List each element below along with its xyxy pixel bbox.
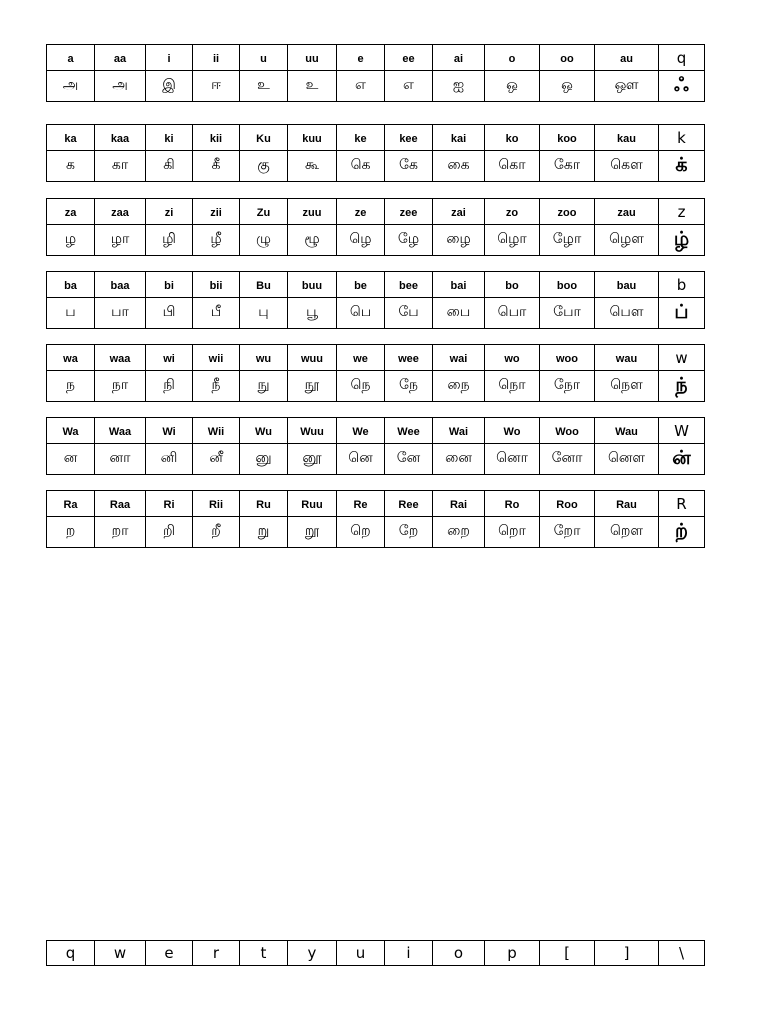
tamil-cell: கை <box>433 151 485 182</box>
tamil-cell: றீ <box>193 517 240 548</box>
tamil-cell: கெ <box>337 151 385 182</box>
key-letter-cell: q <box>659 45 705 71</box>
roman-cell: kai <box>433 125 485 151</box>
tamil-cell: னௌ <box>595 444 659 475</box>
tamil-cell: பொ <box>485 298 540 329</box>
roman-cell: wii <box>193 345 240 371</box>
tamil-cell: ழை <box>433 225 485 256</box>
roman-cell: Roo <box>540 491 595 517</box>
key-glyph-cell: ஃ <box>659 71 705 102</box>
tamil-cell: னீ <box>193 444 240 475</box>
tamil-row <box>47 151 705 182</box>
tamil-cell: கி <box>146 151 193 182</box>
roman-cell: a <box>47 45 95 71</box>
tamil-cell: ழா <box>95 225 146 256</box>
transliteration-table <box>46 490 705 548</box>
tamil-cell: அ <box>95 71 146 102</box>
tamil-cell: பே <box>385 298 433 329</box>
roman-cell: ki <box>146 125 193 151</box>
tamil-cell: னை <box>433 444 485 475</box>
tamil-cell: றூ <box>288 517 337 548</box>
tamil-row <box>47 444 705 475</box>
key-cell: p <box>485 941 540 966</box>
roman-cell: kii <box>193 125 240 151</box>
tamil-cell: உ <box>288 71 337 102</box>
tamil-cell: றெ <box>337 517 385 548</box>
tamil-cell: றௌ <box>595 517 659 548</box>
roman-cell: Ruu <box>288 491 337 517</box>
roman-cell: au <box>595 45 659 71</box>
tamil-cell: னா <box>95 444 146 475</box>
key-cell: [ <box>540 941 595 966</box>
tamil-row <box>47 371 705 402</box>
roman-cell: wi <box>146 345 193 371</box>
tamil-row <box>47 517 705 548</box>
tamil-cell: எ <box>337 71 385 102</box>
roman-cell: u <box>240 45 288 71</box>
roman-cell: uu <box>288 45 337 71</box>
tamil-cell: நே <box>385 371 433 402</box>
transliteration-table <box>46 417 705 475</box>
roman-cell: kuu <box>288 125 337 151</box>
roman-cell: Wa <box>47 418 95 444</box>
roman-cell: Wai <box>433 418 485 444</box>
tamil-cell: கொ <box>485 151 540 182</box>
tamil-cell: அ <box>47 71 95 102</box>
tamil-cell: ழே <box>385 225 433 256</box>
tamil-cell: னொ <box>485 444 540 475</box>
tamil-cell: றே <box>385 517 433 548</box>
tamil-cell: னே <box>385 444 433 475</box>
tamil-row <box>47 225 705 256</box>
tamil-cell: நா <box>95 371 146 402</box>
tamil-row <box>47 71 705 102</box>
roman-cell: bau <box>595 272 659 298</box>
tamil-cell: ஈ <box>193 71 240 102</box>
roman-cell: bo <box>485 272 540 298</box>
roman-row <box>47 272 705 298</box>
roman-cell: zuu <box>288 199 337 225</box>
tamil-cell: பெ <box>337 298 385 329</box>
key-letter-cell: W <box>659 418 705 444</box>
roman-cell: oo <box>540 45 595 71</box>
roman-cell: zau <box>595 199 659 225</box>
roman-cell: ze <box>337 199 385 225</box>
tamil-cell: நூ <box>288 371 337 402</box>
roman-row <box>47 345 705 371</box>
tamil-cell: ழீ <box>193 225 240 256</box>
roman-cell: wai <box>433 345 485 371</box>
transliteration-table <box>46 271 705 329</box>
key-glyph-cell: ற் <box>659 517 705 548</box>
roman-cell: zi <box>146 199 193 225</box>
roman-cell: Raa <box>95 491 146 517</box>
roman-cell: Ree <box>385 491 433 517</box>
roman-row <box>47 418 705 444</box>
roman-cell: Re <box>337 491 385 517</box>
roman-cell: ii <box>193 45 240 71</box>
key-letter-cell: b <box>659 272 705 298</box>
tamil-cell: கா <box>95 151 146 182</box>
roman-cell: wee <box>385 345 433 371</box>
keyboard-row-table <box>46 940 705 966</box>
key-cell: t <box>240 941 288 966</box>
tamil-cell: நி <box>146 371 193 402</box>
roman-cell: Zu <box>240 199 288 225</box>
tamil-cell: கே <box>385 151 433 182</box>
roman-row <box>47 491 705 517</box>
roman-cell: kee <box>385 125 433 151</box>
transliteration-table <box>46 198 705 256</box>
roman-row <box>47 125 705 151</box>
key-cell: w <box>95 941 146 966</box>
roman-cell: wuu <box>288 345 337 371</box>
roman-cell: bi <box>146 272 193 298</box>
roman-cell: zii <box>193 199 240 225</box>
tamil-cell: நை <box>433 371 485 402</box>
roman-cell: wau <box>595 345 659 371</box>
roman-cell: wo <box>485 345 540 371</box>
tamil-cell: னூ <box>288 444 337 475</box>
roman-cell: ba <box>47 272 95 298</box>
roman-cell: Rii <box>193 491 240 517</box>
tamil-cell: கூ <box>288 151 337 182</box>
roman-cell: Ru <box>240 491 288 517</box>
roman-cell: Wau <box>595 418 659 444</box>
tamil-cell: ழூ <box>288 225 337 256</box>
tamil-cell: ப <box>47 298 95 329</box>
tamil-cell: எ <box>385 71 433 102</box>
roman-cell: Ra <box>47 491 95 517</box>
key-cell: r <box>193 941 240 966</box>
tamil-cell: ன <box>47 444 95 475</box>
key-cell: u <box>337 941 385 966</box>
tamil-cell: று <box>240 517 288 548</box>
tamil-cell: இ <box>146 71 193 102</box>
transliteration-table <box>46 344 705 402</box>
roman-cell: Rai <box>433 491 485 517</box>
roman-cell: bee <box>385 272 433 298</box>
roman-cell: waa <box>95 345 146 371</box>
roman-cell: e <box>337 45 385 71</box>
roman-cell: buu <box>288 272 337 298</box>
key-cell: e <box>146 941 193 966</box>
tamil-cell: நோ <box>540 371 595 402</box>
key-letter-cell: z <box>659 199 705 225</box>
roman-cell: Bu <box>240 272 288 298</box>
tamil-cell: பௌ <box>595 298 659 329</box>
tamil-cell: ழி <box>146 225 193 256</box>
tamil-cell: ழெ <box>337 225 385 256</box>
roman-cell: Woo <box>540 418 595 444</box>
tamil-cell: கீ <box>193 151 240 182</box>
roman-cell: ai <box>433 45 485 71</box>
tamil-cell: ழு <box>240 225 288 256</box>
roman-cell: kau <box>595 125 659 151</box>
roman-cell: we <box>337 345 385 371</box>
tamil-cell: னு <box>240 444 288 475</box>
key-letter-cell: k <box>659 125 705 151</box>
key-letter-cell: R <box>659 491 705 517</box>
roman-cell: koo <box>540 125 595 151</box>
roman-cell: Waa <box>95 418 146 444</box>
roman-cell: wa <box>47 345 95 371</box>
tamil-cell: றொ <box>485 517 540 548</box>
tamil-cell: றா <box>95 517 146 548</box>
roman-cell: ke <box>337 125 385 151</box>
roman-cell: zoo <box>540 199 595 225</box>
roman-cell: Wi <box>146 418 193 444</box>
key-glyph-cell: க் <box>659 151 705 182</box>
key-cell: q <box>47 941 95 966</box>
key-cell: ] <box>595 941 659 966</box>
tamil-row <box>47 298 705 329</box>
roman-cell: be <box>337 272 385 298</box>
tamil-cell: போ <box>540 298 595 329</box>
roman-cell: Ro <box>485 491 540 517</box>
keyboard-row <box>47 941 705 966</box>
roman-cell: Wo <box>485 418 540 444</box>
tamil-cell: னி <box>146 444 193 475</box>
key-cell: \ <box>659 941 705 966</box>
roman-cell: Wii <box>193 418 240 444</box>
roman-cell: kaa <box>95 125 146 151</box>
roman-cell: i <box>146 45 193 71</box>
transliteration-table <box>46 44 705 102</box>
roman-cell: zo <box>485 199 540 225</box>
roman-cell: Ri <box>146 491 193 517</box>
tamil-cell: நு <box>240 371 288 402</box>
tamil-cell: க <box>47 151 95 182</box>
tamil-cell: பா <box>95 298 146 329</box>
roman-cell: ko <box>485 125 540 151</box>
key-glyph-cell: ப் <box>659 298 705 329</box>
roman-cell: baa <box>95 272 146 298</box>
key-glyph-cell: ன் <box>659 444 705 475</box>
tamil-cell: உ <box>240 71 288 102</box>
roman-cell: Rau <box>595 491 659 517</box>
roman-cell: zaa <box>95 199 146 225</box>
tamil-cell: ழௌ <box>595 225 659 256</box>
tamil-cell: பை <box>433 298 485 329</box>
key-cell: y <box>288 941 337 966</box>
transliteration-table <box>46 124 705 182</box>
roman-cell: ka <box>47 125 95 151</box>
tamil-cell: பி <box>146 298 193 329</box>
tamil-cell: ழொ <box>485 225 540 256</box>
tamil-cell: நெ <box>337 371 385 402</box>
key-cell: o <box>433 941 485 966</box>
tamil-cell: றோ <box>540 517 595 548</box>
roman-cell: wu <box>240 345 288 371</box>
roman-cell: woo <box>540 345 595 371</box>
tamil-cell: றி <box>146 517 193 548</box>
key-cell: i <box>385 941 433 966</box>
roman-cell: zai <box>433 199 485 225</box>
tamil-cell: றை <box>433 517 485 548</box>
roman-row <box>47 45 705 71</box>
roman-cell: ee <box>385 45 433 71</box>
tamil-cell: கு <box>240 151 288 182</box>
key-letter-cell: w <box>659 345 705 371</box>
tamil-cell: ஒ <box>540 71 595 102</box>
tamil-cell: நௌ <box>595 371 659 402</box>
key-glyph-cell: ந் <box>659 371 705 402</box>
tamil-cell: ஒ <box>485 71 540 102</box>
tamil-cell: நொ <box>485 371 540 402</box>
tamil-cell: னோ <box>540 444 595 475</box>
tamil-cell: கோ <box>540 151 595 182</box>
roman-cell: Wuu <box>288 418 337 444</box>
tamil-cell: ழ <box>47 225 95 256</box>
roman-cell: zee <box>385 199 433 225</box>
tamil-cell: பீ <box>193 298 240 329</box>
roman-cell: o <box>485 45 540 71</box>
roman-cell: Wu <box>240 418 288 444</box>
tamil-cell: னெ <box>337 444 385 475</box>
roman-cell: aa <box>95 45 146 71</box>
tamil-cell: ழோ <box>540 225 595 256</box>
roman-cell: Wee <box>385 418 433 444</box>
roman-cell: za <box>47 199 95 225</box>
tamil-cell: பூ <box>288 298 337 329</box>
roman-cell: bii <box>193 272 240 298</box>
tamil-cell: ஔ <box>595 71 659 102</box>
key-glyph-cell: ழ் <box>659 225 705 256</box>
roman-cell: We <box>337 418 385 444</box>
tamil-cell: நீ <box>193 371 240 402</box>
tamil-cell: ந <box>47 371 95 402</box>
roman-cell: boo <box>540 272 595 298</box>
tamil-cell: கௌ <box>595 151 659 182</box>
tamil-cell: ற <box>47 517 95 548</box>
tamil-cell: பு <box>240 298 288 329</box>
tamil-cell: ஐ <box>433 71 485 102</box>
roman-row <box>47 199 705 225</box>
roman-cell: Ku <box>240 125 288 151</box>
roman-cell: bai <box>433 272 485 298</box>
